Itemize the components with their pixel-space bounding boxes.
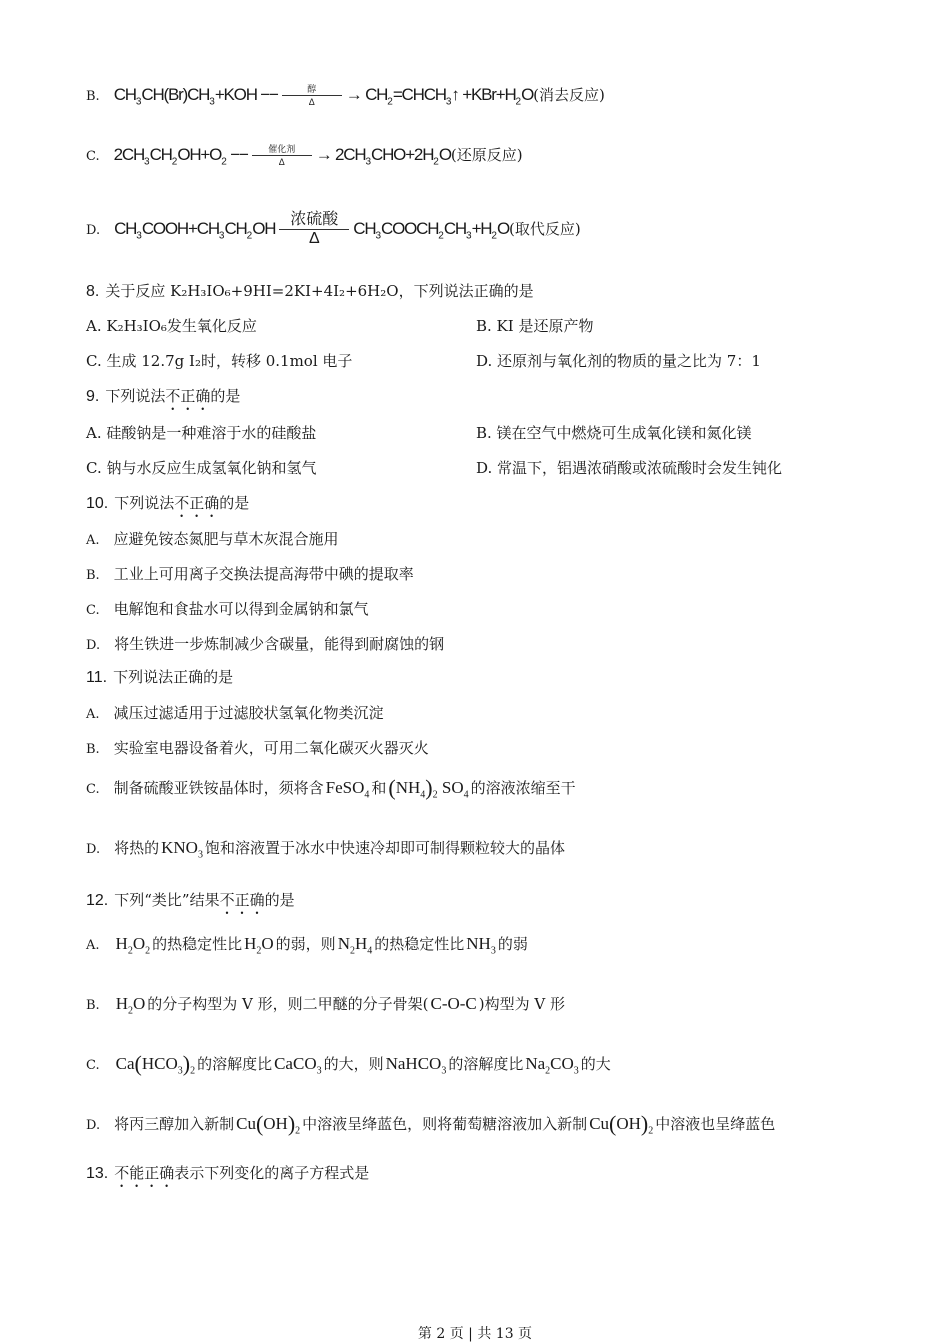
formula: $Cu(OH)_2$: [589, 1111, 654, 1137]
question-number: 8.: [86, 283, 100, 300]
reaction-condition: Δ: [308, 97, 315, 107]
option-text: 实验室电器设备着火，可用二氧化碳灭火器灭火: [113, 739, 429, 757]
option-label: A.: [86, 707, 100, 722]
q12-option-d: [86, 1111, 776, 1141]
option-text: 应避免铵态氮肥与草木灰混合施用: [113, 530, 339, 548]
option-text: 的溶液浓缩至干: [470, 779, 576, 797]
formula: $KNO_3$: [161, 838, 203, 861]
option-text: 的大: [580, 1055, 611, 1073]
question-text: 表示下列变化的离子方程式是: [174, 1164, 370, 1182]
question-number: 12.: [86, 892, 109, 909]
option-label: D.: [86, 638, 101, 653]
question-9-stem: [86, 386, 240, 414]
option-label: A.: [86, 938, 100, 953]
reaction-type: (取代反应): [508, 219, 581, 238]
q11-option-c: [86, 775, 576, 805]
q8-option-d: D. 还原剂与氧化剂的物质的量之比为 7：1: [476, 352, 761, 370]
option-text: 的弱: [497, 935, 528, 953]
formula: $NH_3$: [466, 934, 496, 957]
option-label: A.: [86, 533, 100, 548]
q8-option-b: B. KI 是还原产物: [476, 317, 594, 335]
q9-option-c: C. 钠与水反应生成氢氧化钠和氢气: [86, 459, 317, 477]
option-text: 的分子构型为 V 形，则二甲醚的分子骨架(: [147, 995, 429, 1013]
question-number: 11.: [86, 669, 108, 686]
q7-option-b: [86, 84, 605, 112]
option-label: B.: [86, 742, 100, 757]
q7-option-c: [86, 144, 523, 172]
option-text: 将丙三醇加入新制: [114, 1115, 235, 1133]
option-text: 的溶解度比: [197, 1055, 273, 1073]
option-text: 饱和溶液置于冰水中快速冷却即可制得颗粒较大的晶体: [204, 839, 565, 857]
q8-option-a: A. K₂H₃IO₆发生氧化反应: [86, 317, 257, 335]
option-text: 和: [371, 779, 387, 797]
q11-option-b: [86, 738, 429, 760]
option-label: C.: [86, 603, 100, 618]
question-text: 下列“类比”结果: [114, 891, 220, 909]
formula: $Cu(OH)_2$: [236, 1111, 301, 1137]
question-number: 13.: [86, 1165, 109, 1182]
reaction-type: (还原反应): [450, 145, 523, 164]
formula: $H_2O_2$: [115, 934, 151, 957]
emphasized-text: 不能正确: [114, 1164, 175, 1182]
option-text: 的溶解度比: [448, 1055, 524, 1073]
equation: $2CH_3CH_2OH+O_2$ −− 催化剂 $\Delta \to 2CH_3CHO+2H_2O$: [113, 144, 451, 168]
q10-option-b: [86, 564, 414, 586]
formula: $H_2O$: [115, 994, 146, 1017]
option-text: 将生铁进一步炼制减少含碳量，能得到耐腐蚀的钢: [114, 635, 445, 653]
reaction-type: (消去反应): [533, 85, 605, 104]
q8-option-c: C. 生成 12.7g I₂时，转移 0.1mol 电子: [86, 352, 353, 370]
option-label: B.: [86, 568, 100, 583]
q9-option-d: D. 常温下，铝遇浓硝酸或浓硫酸时会发生钝化: [476, 459, 783, 477]
option-label: D.: [86, 222, 101, 238]
q7-option-d: [86, 212, 581, 247]
option-text: 的大，则: [323, 1055, 384, 1073]
option-text: 电解饱和食盐水可以得到金属钠和氯气: [113, 600, 369, 618]
emphasized-text: 不正确: [174, 494, 220, 512]
q11-option-a: [86, 703, 384, 725]
page-footer: 第 2 页 | 共 13 页: [417, 1326, 533, 1342]
option-text: 减压过滤适用于过滤胶状氢氧化物类沉淀: [113, 704, 384, 722]
formula: $(NH_4)_2$ $SO_4$: [388, 775, 469, 801]
q9-option-a: A. 硅酸钠是一种难溶于水的硅酸盐: [86, 424, 317, 442]
emphasized-text: 不正确: [165, 387, 211, 405]
question-number: 9.: [86, 388, 100, 405]
formula: $H_2O$: [244, 934, 274, 957]
option-text: 中溶液也呈绛蓝色: [655, 1115, 776, 1133]
option-text: 的弱，则: [275, 935, 336, 953]
question-text: 下列说法正确的是: [113, 668, 234, 686]
option-label: C.: [86, 1058, 100, 1073]
option-label: B.: [86, 998, 100, 1013]
q10-option-a: [86, 529, 339, 551]
option-label: D.: [86, 842, 101, 857]
question-10-stem: [86, 493, 249, 521]
formula: $Ca(HCO_3)_2$: [115, 1051, 196, 1077]
reaction-condition: 催化剂: [268, 144, 296, 154]
question-text: 的是: [264, 891, 295, 909]
reaction-condition: Δ: [308, 230, 320, 247]
question-text: 的是: [210, 387, 241, 405]
option-text: 工业上可用离子交换法提高海带中碘的提取率: [113, 565, 414, 583]
q10-option-d: [86, 634, 444, 656]
question-text: 的是: [219, 494, 250, 512]
question-13-stem: [86, 1163, 369, 1191]
question-8-stem: [86, 281, 534, 302]
question-text: 下列说法: [105, 387, 166, 405]
question-12-stem: [86, 890, 295, 918]
question-11-stem: [86, 667, 233, 688]
reaction-condition: 浓硫酸: [290, 211, 339, 228]
option-text: )构型为 V 形: [478, 995, 565, 1013]
formula: $Na_2CO_3$: [525, 1054, 579, 1077]
equation: $CH_3COOH+CH_3CH_2OH$ 浓硫酸 $\Delta CH_3COOCH_2CH_3+H_2O$: [114, 211, 509, 247]
equation: $CH_3CH(Br)CH_3+KOH$ −− 醇 $\Delta \to CH_2=CHCH_3↑ +KBr+H_2O$: [113, 84, 534, 108]
option-label: C.: [86, 782, 100, 797]
q9-option-b: B. 镁在空气中燃烧可生成氧化镁和氮化镁: [476, 424, 752, 442]
option-text: 的热稳定性比: [374, 935, 465, 953]
formula: FeSO$_4$: [325, 778, 370, 801]
option-text: 制备硫酸亚铁铵晶体时，须将含: [113, 779, 324, 797]
formula: C-O-C: [430, 994, 477, 1013]
formula: NaHCO$_3$: [385, 1054, 447, 1077]
question-text: 下列说法: [114, 494, 175, 512]
reaction-condition: Δ: [278, 157, 285, 167]
q12-option-a: [86, 934, 528, 961]
question-text: 关于反应 K₂H₃IO₆+9HI=2KI+4I₂+6H₂O，下列说法正确的是: [105, 282, 534, 300]
option-text: 将热的: [114, 839, 160, 857]
formula: CaCO$_3$: [274, 1054, 322, 1077]
option-text: 中溶液呈绛蓝色，则将葡萄糖溶液加入新制: [302, 1115, 588, 1133]
q10-option-c: [86, 599, 369, 621]
q12-option-b: [86, 994, 565, 1021]
option-label: D.: [86, 1118, 101, 1133]
option-text: 的热稳定性比: [152, 935, 243, 953]
q12-option-c: [86, 1051, 611, 1081]
formula: $N_2H_4$: [337, 934, 373, 957]
option-label: C.: [86, 148, 100, 164]
q11-option-d: [86, 838, 565, 865]
emphasized-text: 不正确: [219, 891, 265, 909]
question-number: 10.: [86, 495, 109, 512]
option-label: B.: [86, 88, 100, 104]
reaction-condition: 醇: [307, 84, 317, 94]
